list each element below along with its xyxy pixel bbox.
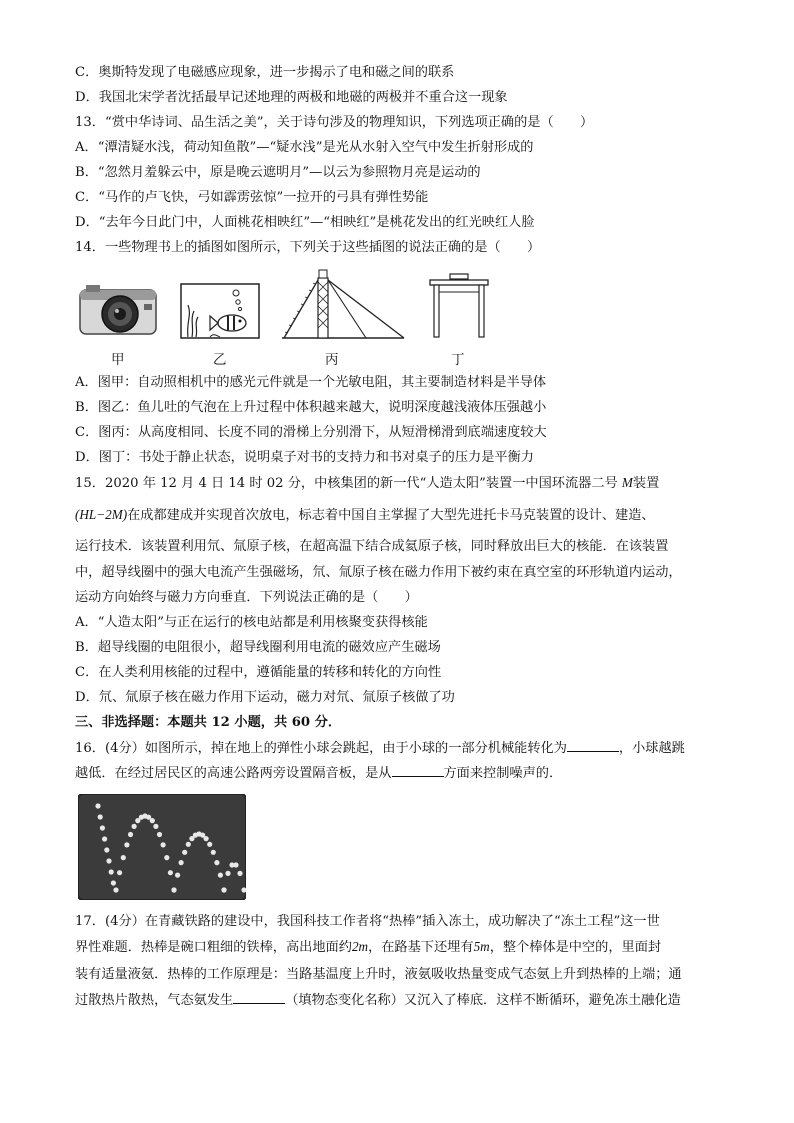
- ball-dot: [182, 850, 187, 855]
- q15-m-symbol: M: [621, 475, 633, 490]
- q12-option-c: C．奥斯特发现了电磁感应现象，进一步揭示了电和磁之间的联系: [75, 65, 455, 80]
- q16-line-1: [75, 739, 685, 758]
- q17-line-1: 17．(4分）在青藏铁路的建设中，我国科技工作者将“热棒”插入冻土，成功解决了“冻土工程”这一世: [75, 914, 660, 929]
- ball-dot: [211, 850, 216, 855]
- figure-caption-bing: 丙: [325, 352, 339, 368]
- q13-option-c: C．“马作的卢飞快，弓如霹雳弦惊”一拉开的弓具有弹性势能: [75, 190, 429, 205]
- ball-dot: [128, 832, 133, 837]
- figure-caption-jia: 甲: [111, 352, 125, 368]
- q17-depth-value: 5m: [473, 939, 490, 954]
- q15-option-c: C．在人类利用核能的过程中，遵循能量的转移和转化的方向性: [75, 665, 442, 680]
- q17-line-2: [75, 938, 661, 957]
- figure-caption-ding: 丁: [451, 352, 465, 368]
- section-three-heading: 三、非选择题：本题共 12 小题，共 60 分．: [75, 715, 342, 730]
- camera-figure: [78, 284, 158, 340]
- ball-dot: [233, 862, 238, 867]
- q17-line-4-text: 过散热片散热，气态氨发生: [75, 993, 234, 1008]
- q16-answer-blank-1[interactable]: [567, 739, 619, 752]
- ball-dot: [186, 842, 191, 847]
- table-figure: [428, 270, 490, 340]
- q15-line-1: [75, 474, 659, 493]
- ball-dot: [102, 836, 107, 841]
- q15-line-3: 运行技术．该装置利用氘、氚原子核，在超高温下结合成氦原子核，同时释放出巨大的核能．在该装置: [75, 539, 669, 554]
- q16-line-2: [75, 764, 562, 783]
- q14-option-b: B．图乙：鱼儿吐的气泡在上升过程中体积越来越大，说明深度越浅液体压强越小: [75, 400, 547, 415]
- ball-dot: [214, 860, 219, 865]
- ball-dot: [164, 855, 169, 860]
- bouncing-ball-photo: [78, 794, 246, 900]
- q16-line-2-text: 越低．在经过居民区的高速公路两旁设置隔音板，是从: [75, 766, 392, 781]
- q15-formula: (HL−2M): [75, 507, 128, 522]
- ball-dot: [150, 818, 155, 823]
- q17-line-3: 装有适量液氨．热棒的工作原理是：当路基温度上升时，液氨吸收热量变成气态氨上升到热棒的上端；通: [75, 967, 682, 982]
- q14-stem: 14．一些物理书上的插图如图所示，下列关于这些插图的说法正确的是（ ）: [75, 240, 541, 255]
- ball-dot: [111, 880, 116, 885]
- q17-line-2-text: 界性难题．热棒是碗口粗细的铁棒，高出地面约: [75, 940, 352, 955]
- ball-dot: [132, 824, 137, 829]
- q14-option-c: C．图丙：从高度相同、长度不同的滑梯上分别滑下，从短滑梯滑到底端速度较大: [75, 425, 547, 440]
- q16-line-1-end: ，小球越跳: [618, 741, 685, 756]
- ball-dot: [221, 887, 226, 892]
- slide-figure: [280, 268, 406, 342]
- ball-dot: [225, 871, 230, 876]
- fish-figure: [180, 283, 260, 339]
- ball-dot: [153, 824, 158, 829]
- ball-dot: [175, 873, 180, 878]
- ball-dot: [237, 871, 242, 876]
- ball-dot: [124, 842, 129, 847]
- ball-dot: [157, 832, 162, 837]
- q17-line-2-end: ，整个棒体是中空的，里面封: [489, 940, 662, 955]
- figure-caption-yi: 乙: [213, 352, 227, 368]
- ball-dot: [113, 887, 118, 892]
- ball-dot: [109, 869, 114, 874]
- q16-line-1-text: 16．(4分）如图所示，掉在地上的弹性小球会跳起，由于小球的一部分机械能转化为: [75, 741, 567, 756]
- ball-dot: [95, 803, 100, 808]
- ball-dot: [161, 842, 166, 847]
- ball-dot: [171, 887, 176, 892]
- q15-line-1-end: 装置: [632, 476, 660, 491]
- q15-option-b: B．超导线圈的电阻很小，超导线圈利用电流的磁效应产生磁场: [75, 640, 441, 655]
- q15-line-1-text: 15．2020 年 12 月 4 日 14 时 02 分，中核集团的新一代“人造太阳”装置一中国环流器二号: [75, 476, 622, 491]
- ball-dot: [207, 842, 212, 847]
- ball-dot: [204, 836, 209, 841]
- q16-line-2-end: 方面来控制噪声的．: [443, 766, 563, 781]
- q17-line-2-mid: ，在路基下还埋有: [368, 940, 474, 955]
- ball-dot: [121, 855, 126, 860]
- q17-height-value: 2m: [351, 939, 369, 954]
- q17-answer-blank[interactable]: [233, 991, 285, 1004]
- q12-option-d: D．我国北宋学者沈括最早记述地理的两极和地磁的两极并不重合这一现象: [75, 90, 508, 105]
- ball-dot: [218, 873, 223, 878]
- ball-dot: [168, 870, 173, 875]
- q17-line-4-end: （填物态变化名称）又沉入了棒底．这样不断循环，避免冻土融化造: [285, 993, 681, 1008]
- q15-line-4: 中，超导线圈中的强大电流产生强磁场，氘、氚原子核在磁力作用下被约束在真空室的环形轨道内运动，: [75, 565, 682, 580]
- ball-dot: [179, 860, 184, 865]
- q15-option-a: A．“人造太阳”与正在运行的核电站都是利用核聚变获得核能: [75, 615, 428, 630]
- q16-answer-blank-2[interactable]: [392, 764, 444, 777]
- q15-line-2-text: 在成都建成并实现首次放电，标志着中国自主掌握了大型先进托卡马克装置的设计、建造、: [127, 508, 655, 523]
- q13-option-a: A．“潭清疑水浅，荷动知鱼散”—“疑水浅”是光从水射入空气中发生折射形成的: [75, 140, 534, 155]
- q15-line-5: 运动方向始终与磁力方向垂直．下列说法正确的是（ ）: [75, 590, 418, 605]
- q17-line-4: [75, 991, 681, 1010]
- q13-option-b: B．“忽然月羞躲云中，原是晚云遮明月”—以云为参照物月亮是运动的: [75, 165, 481, 180]
- ball-dot: [98, 814, 103, 819]
- ball-dot: [117, 870, 122, 875]
- q13-option-d: D．“去年今日此门中，人面桃花相映红”—“相映红”是桃花发出的红光映红人脸: [75, 215, 535, 230]
- q15-option-d: D．氘、氚原子核在磁力作用下运动，磁力对氘、氚原子核做了功: [75, 690, 455, 705]
- ball-dot: [100, 825, 105, 830]
- q14-option-d: D．图丁：书处于静止状态，说明桌子对书的支持力和书对桌子的压力是平衡力: [75, 450, 534, 465]
- q13-stem: 13．“赏中华诗词、品生活之美”，关于诗句涉及的物理知识，下列选项正确的是（ ）: [75, 115, 594, 130]
- ball-dot: [104, 847, 109, 852]
- q15-line-2: [75, 506, 655, 525]
- q14-option-a: A．图甲：自动照相机中的感光元件就是一个光敏电阻，其主要制造材料是半导体: [75, 375, 547, 390]
- ball-dot: [106, 858, 111, 863]
